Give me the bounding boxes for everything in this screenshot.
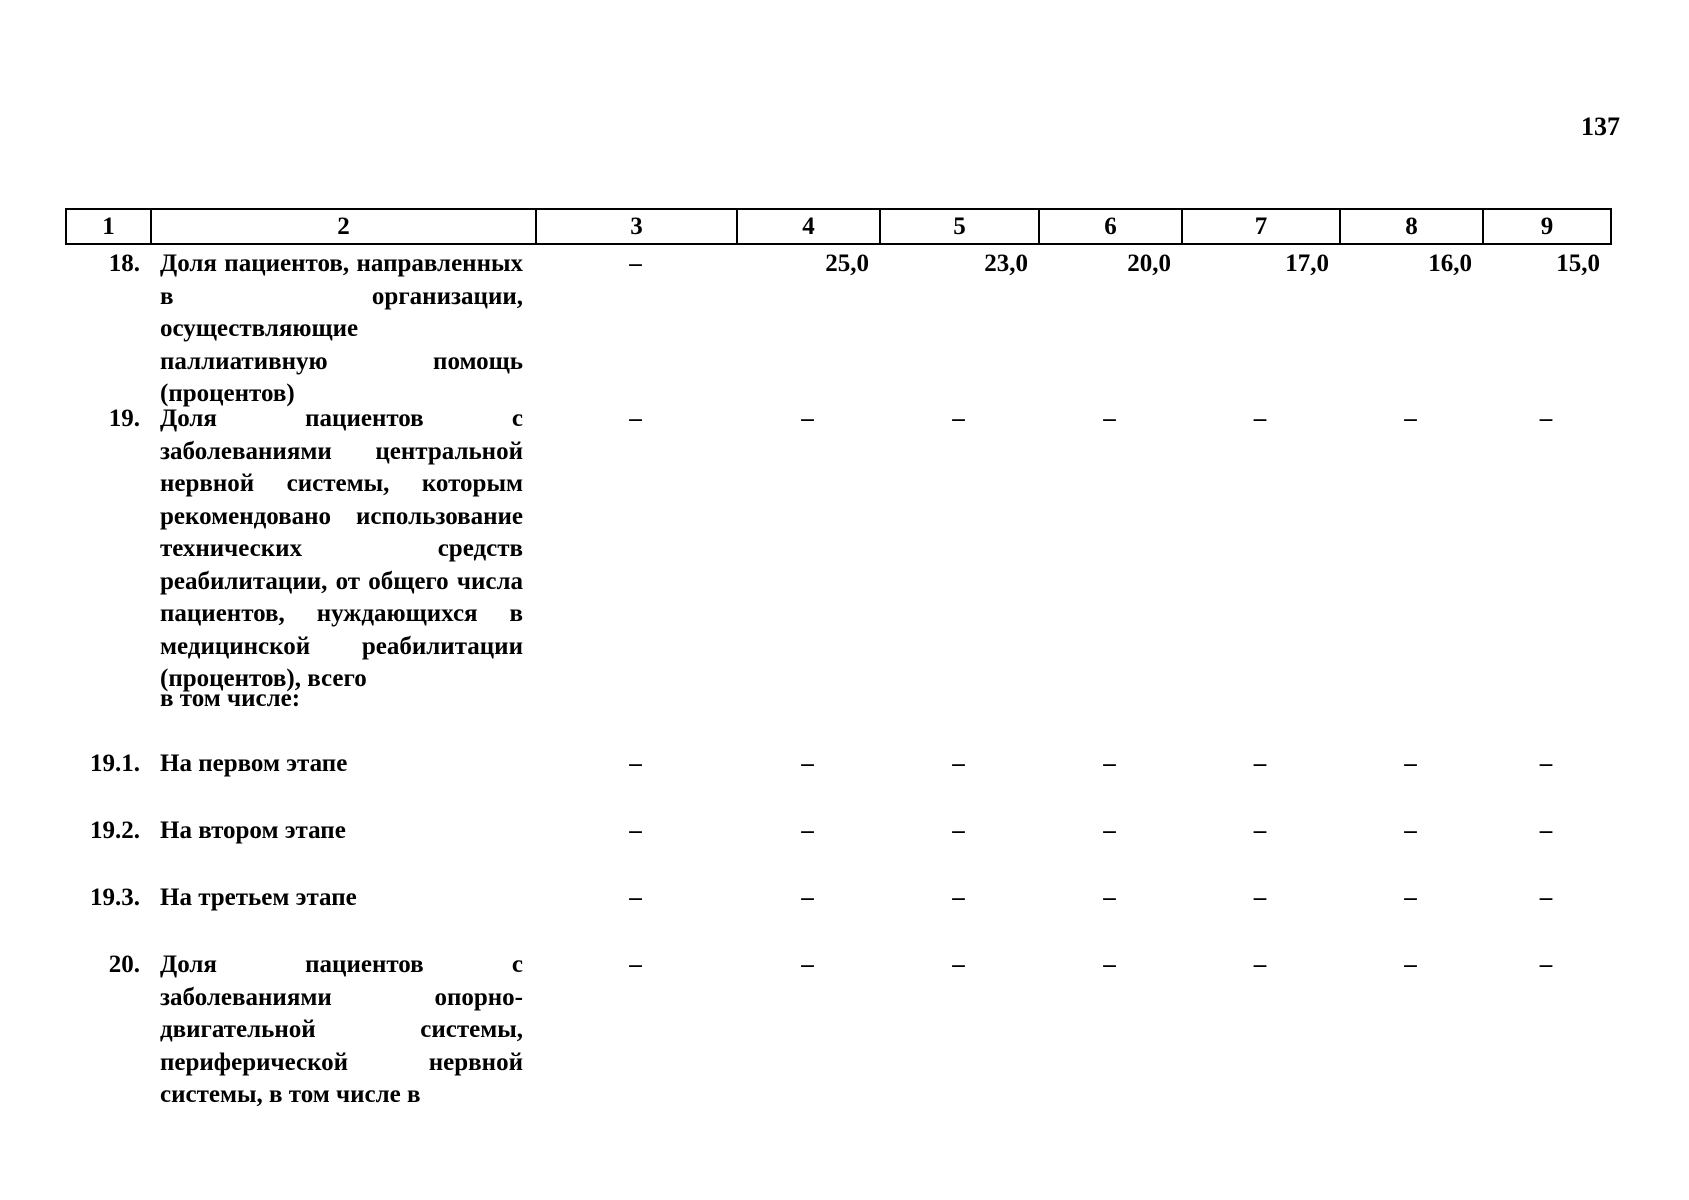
value-col-8: – [1404, 405, 1417, 432]
value-col-8: – [1404, 884, 1417, 911]
row-number: 19.2. [90, 817, 140, 844]
column-header-1: 1 [66, 209, 151, 244]
row-label: в том числе: [160, 685, 301, 712]
value-col-6: – [1103, 951, 1116, 978]
value-col-4: – [801, 817, 814, 844]
value-col-7: 17,0 [1285, 250, 1329, 277]
column-header-2: 2 [151, 209, 536, 244]
column-header-9: 9 [1483, 209, 1611, 244]
value-col-5: – [952, 405, 965, 432]
row-label: На третьем этапе [160, 884, 357, 911]
value-col-5: – [952, 750, 965, 777]
row-label: На втором этапе [160, 817, 346, 844]
value-col-3: – [629, 405, 642, 432]
row-label: Доля пациентов с заболеваниями центральной нервной системы, которым рекомендовано использование технических средств реабилитации, от общего числа пациентов, нуждающихся в медицинской реабилитации (процентов), всего [160, 405, 523, 692]
table-row [65, 882, 1618, 949]
table-row [65, 949, 1618, 1108]
row-number: 20. [108, 951, 140, 978]
table-row [65, 815, 1618, 882]
value-col-9: 15,0 [1556, 250, 1600, 277]
column-header-7: 7 [1182, 209, 1340, 244]
table-row [65, 248, 1618, 407]
column-header-6: 6 [1039, 209, 1182, 244]
value-col-4: 25,0 [825, 250, 869, 277]
value-col-9: – [1539, 405, 1553, 432]
row-label: На первом этапе [160, 750, 348, 777]
row-number: 19.1. [90, 750, 140, 777]
value-col-3: – [629, 951, 642, 978]
column-header-8: 8 [1340, 209, 1483, 244]
value-col-3: – [629, 250, 642, 277]
value-col-5: – [952, 951, 965, 978]
value-col-5: – [952, 817, 965, 844]
table-row [65, 403, 1618, 692]
value-col-9: – [1539, 750, 1553, 777]
value-col-5: 23,0 [984, 250, 1028, 277]
value-col-4: – [801, 405, 814, 432]
value-col-3: – [629, 817, 642, 844]
row-number: 19. [108, 405, 140, 432]
table-body [65, 248, 1618, 1108]
value-col-4: – [801, 884, 814, 911]
value-col-7: – [1253, 405, 1267, 432]
value-col-7: – [1253, 884, 1267, 911]
value-col-3: – [629, 750, 642, 777]
value-col-9: – [1539, 817, 1553, 844]
table-row [65, 683, 1618, 748]
page-number: 137 [1581, 112, 1620, 141]
value-col-4: – [801, 951, 814, 978]
value-col-6: 20,0 [1127, 250, 1171, 277]
value-col-8: – [1404, 817, 1417, 844]
column-header-5: 5 [880, 209, 1039, 244]
column-header-row [66, 209, 1611, 244]
value-col-9: – [1539, 884, 1553, 911]
value-col-7: – [1253, 750, 1267, 777]
value-col-7: – [1253, 951, 1267, 978]
value-col-3: – [629, 884, 642, 911]
row-number: 19.3. [90, 884, 140, 911]
value-col-6: – [1103, 750, 1116, 777]
column-header-4: 4 [737, 209, 880, 244]
column-header-3: 3 [536, 209, 737, 244]
row-label: Доля пациентов с заболеваниями опорно-двигательной системы, периферической нервной системы, в том числе в [160, 951, 523, 1108]
value-col-6: – [1103, 817, 1116, 844]
value-col-5: – [952, 884, 965, 911]
value-col-8: – [1404, 951, 1417, 978]
column-header-table [65, 208, 1612, 245]
value-col-9: – [1539, 951, 1553, 978]
row-number: 18. [108, 250, 140, 277]
value-col-6: – [1103, 405, 1116, 432]
value-col-8: – [1404, 750, 1417, 777]
value-col-8: 16,0 [1428, 250, 1472, 277]
value-col-7: – [1253, 817, 1267, 844]
row-label: Доля пациентов, направленных в организации, осуществляющие паллиативную помощь (процентов) [160, 250, 523, 407]
table-row [65, 748, 1618, 815]
value-col-4: – [801, 750, 814, 777]
value-col-6: – [1103, 884, 1116, 911]
